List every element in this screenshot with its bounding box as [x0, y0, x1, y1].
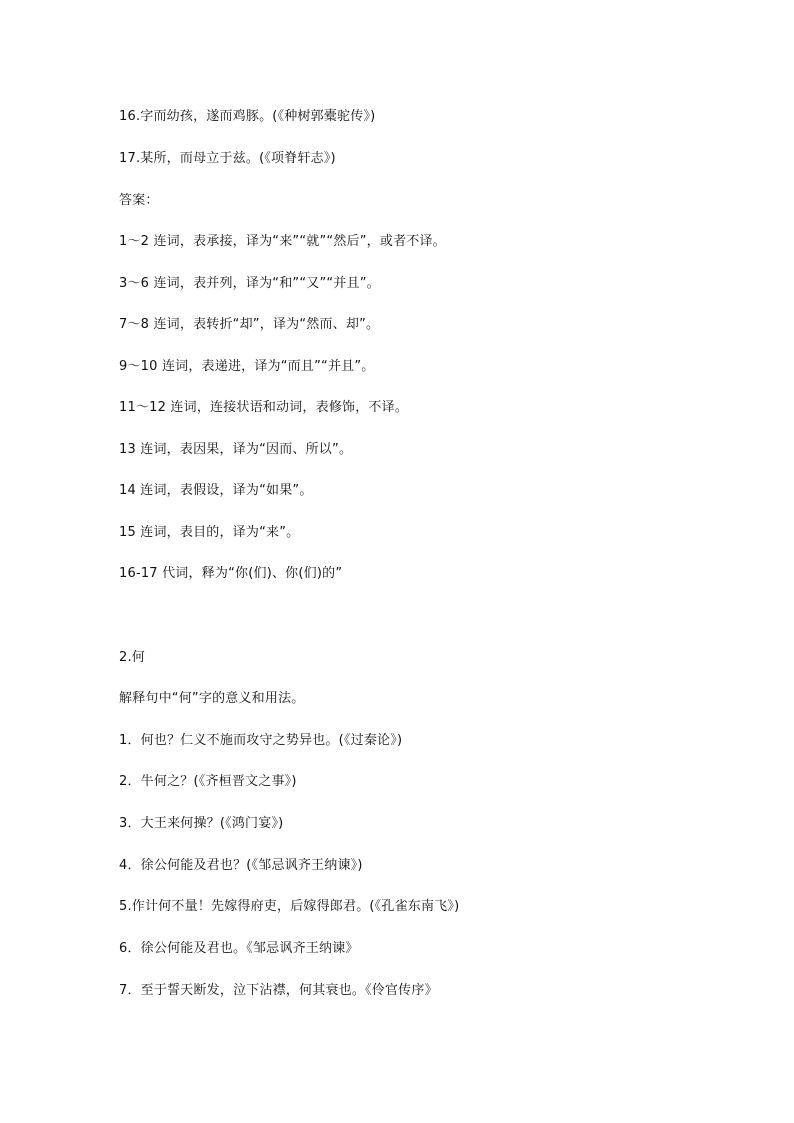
answer-15: 15 连词，表目的，译为“来”。	[119, 525, 300, 540]
answer-11-12: 11～12 连词，连接状语和动词，表修饰，不译。	[119, 400, 409, 415]
question-17: 17.某所，而母立于兹。(《项脊轩志》)	[119, 151, 336, 166]
he-question-3: 3．大王来何操？(《鸿门宴》)	[119, 816, 284, 831]
answer-1-2: 1～2 连词，表承接，译为“来”“就”“然后”，或者不译。	[119, 234, 446, 249]
answer-7-8: 7～8 连词，表转折“却”，译为“然而、却”。	[119, 317, 380, 332]
he-question-6: 6．徐公何能及君也。《邹忌讽齐王纳谏》	[119, 941, 359, 956]
answer-14: 14 连词，表假设，译为“如果”。	[119, 483, 313, 498]
he-question-5: 5.作计何不量！先嫁得府吏，后嫁得郎君。(《孔雀东南飞》)	[119, 899, 460, 914]
section-heading-he: 2.何	[119, 650, 146, 665]
he-question-4: 4．徐公何能及君也？(《邹忌讽齐王纳谏》)	[119, 858, 363, 873]
answer-3-6: 3～6 连词，表并列，译为“和”“又”“并且”。	[119, 276, 380, 291]
he-question-2: 2．牛何之？(《齐桓晋文之事》)	[119, 774, 297, 789]
answer-13: 13 连词，表因果，译为“因而、所以”。	[119, 442, 353, 457]
question-16: 16.字而幼孩，遂而鸡豚。(《种树郭橐驼传》)	[119, 109, 376, 124]
section-instruction: 解释句中“何”字的意义和用法。	[119, 691, 305, 706]
he-question-1: 1．何也？仁义不施而攻守之势异也。(《过秦论》)	[119, 733, 403, 748]
he-question-7: 7．至于誓天断发，泣下沾襟，何其衰也。《伶官传序》	[119, 983, 438, 998]
answer-9-10: 9～10 连词，表递进，译为“而且”“并且”。	[119, 359, 375, 374]
answer-heading: 答案：	[119, 193, 159, 208]
answer-16-17: 16-17 代词，释为“你(们)、你(们)的”	[119, 566, 343, 581]
